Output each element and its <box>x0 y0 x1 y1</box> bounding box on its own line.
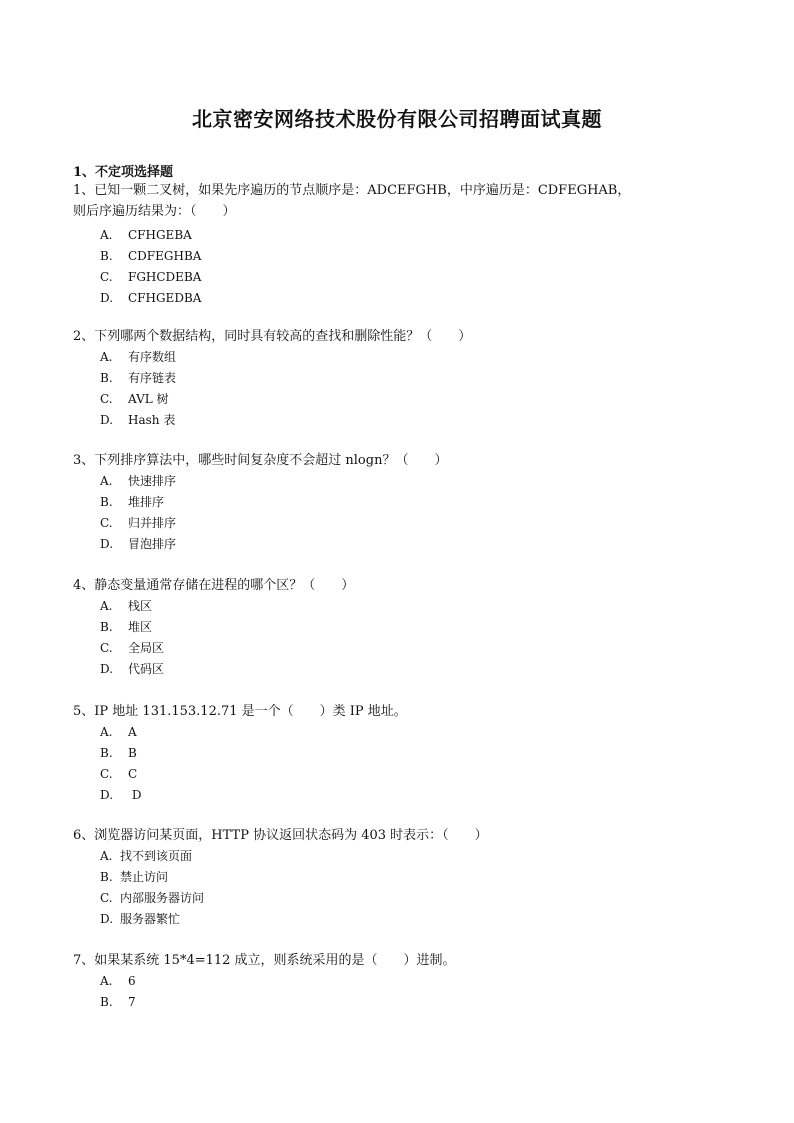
question-7 <box>73 950 643 1013</box>
option-b: B. 有序链表 <box>100 371 177 385</box>
option-d: D. D <box>100 788 142 802</box>
question-stem: 3、下列排序算法中，哪些时间复杂度不会超过 nlogn？（ ） <box>73 453 448 468</box>
option-list <box>73 846 643 930</box>
document-title: 北京密安网络技术股份有限公司招聘面试真题 <box>192 107 602 131</box>
question-3 <box>73 450 643 555</box>
option-list <box>73 596 643 680</box>
option-c: C. AVL 树 <box>100 392 169 406</box>
question-4 <box>73 575 643 680</box>
option-a: A. 快速排序 <box>100 474 177 488</box>
option-c: C. 归并排序 <box>100 516 177 530</box>
option-d: D. Hash 表 <box>100 413 176 427</box>
option-c: C. 全局区 <box>100 641 165 655</box>
question-stem: 4、静态变量通常存储在进程的哪个区？（ ） <box>73 578 355 593</box>
option-list <box>73 971 643 1013</box>
section-title: 1、不定项选择题 <box>73 165 174 180</box>
option-a: A. A <box>100 725 137 739</box>
question-1 <box>73 180 643 309</box>
option-list <box>73 471 643 555</box>
option-b: B. 堆区 <box>100 620 153 634</box>
option-list <box>73 722 643 806</box>
question-5 <box>73 701 643 806</box>
option-b: B. 禁止访问 <box>100 870 169 884</box>
question-stem: 1、已知一颗二叉树，如果先序遍历的节点顺序是：ADCEFGHB，中序遍历是：CDFEGHAB，则后序遍历结果为：（ ） <box>73 183 631 219</box>
option-d: D. 冒泡排序 <box>100 537 177 551</box>
option-a: A. 找不到该页面 <box>100 849 193 863</box>
option-a: A. 栈区 <box>100 599 153 613</box>
option-b: B. 堆排序 <box>100 495 165 509</box>
option-b: B. 7 <box>100 995 136 1009</box>
question-stem: 2、下列哪两个数据结构，同时具有较高的查找和删除性能？（ ） <box>73 329 472 344</box>
question-stem: 7、如果某系统 15*4=112 成立，则系统采用的是（ ）进制。 <box>73 953 456 968</box>
option-a: A. 6 <box>100 974 136 988</box>
option-d: D. 代码区 <box>100 662 165 676</box>
question-stem: 5、IP 地址 131.153.12.71 是一个（ ）类 IP 地址。 <box>73 704 407 719</box>
question-6 <box>73 825 643 930</box>
option-d: D. CFHGEDBA <box>100 291 202 305</box>
question-stem: 6、浏览器访问某页面，HTTP 协议返回状态码为 403 时表示：（ ） <box>73 828 488 843</box>
option-list <box>73 225 643 309</box>
option-c: C. 内部服务器访问 <box>100 891 205 905</box>
option-d: D. 服务器繁忙 <box>100 912 181 926</box>
option-list <box>73 347 643 431</box>
option-c: C. FGHCDEBA <box>100 270 202 284</box>
option-c: C. C <box>100 767 138 781</box>
option-b: B. CDFEGHBA <box>100 249 202 263</box>
option-b: B. B <box>100 746 137 760</box>
option-a: A. 有序数组 <box>100 350 177 364</box>
question-2 <box>73 326 643 431</box>
option-a: A. CFHGEBA <box>100 228 192 242</box>
